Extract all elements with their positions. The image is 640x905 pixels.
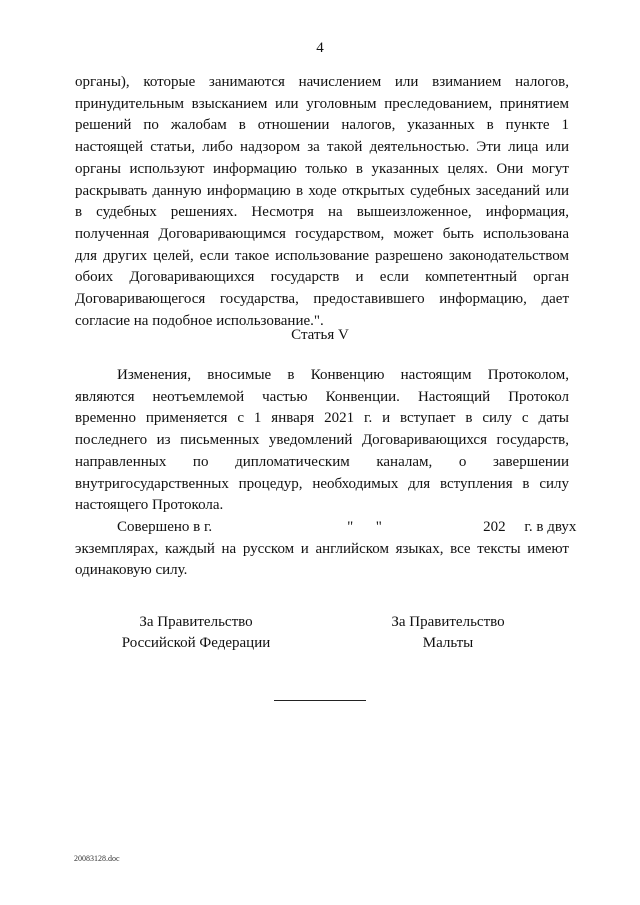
paragraph-continuation [75, 72, 569, 332]
closing-rule [274, 700, 366, 701]
text-line: внутригосударственных процедур, необходимых для вступления в силу [75, 475, 569, 492]
text-line: органы используют информацию только в указанных целях. Они могут [75, 160, 569, 177]
done-at-paragraph [75, 517, 577, 582]
footer-code: 20083128.doc [74, 854, 120, 863]
signature-party: Мальты [422, 635, 474, 651]
text-line: экземплярах, каждый на русском и английском языках, все тексты имеют [75, 540, 569, 557]
text-line: временно применяется с 1 января 2021 г. и вступает в силу с даты [75, 410, 569, 427]
text-line: для других целей, если такое использование разрешено законодательством [75, 247, 569, 264]
text-line: раскрывать данную информацию в ходе открытых судебных заседаний или [75, 182, 569, 199]
article-heading: Статья V [291, 327, 349, 343]
text-line: настоящей статьи, либо надзором за такой деятельностью. Эти лица или [75, 139, 569, 156]
text-line: последнего из письменных уведомлений Договаривающихся государств, [75, 432, 569, 449]
signature-label: За Правительство [139, 614, 253, 630]
signature-block-left [76, 612, 316, 654]
text-line: Договаривающегося государства, предоставившего информацию, дает [75, 291, 569, 308]
text-line: принудительным взысканием или уголовным преследованием, принятием [75, 95, 569, 112]
article-v-paragraph [75, 365, 569, 517]
signature-party: Российской Федерации [121, 635, 271, 651]
text-line: полученная Договаривающимся государством, может быть использована [75, 225, 569, 242]
text-line: одинаковую силу. [75, 562, 188, 579]
text-line: Совершено в г. " " 202 г. в двух [117, 519, 577, 535]
text-line: являются неотъемлемой частью Конвенции. Настоящий Протокол [75, 388, 569, 405]
page-number: 4 [316, 40, 324, 56]
text-line: согласие на подобное использование.". [75, 312, 324, 329]
text-line: Изменения, вносимые в Конвенцию настоящим Протоколом, [117, 367, 569, 383]
signature-block-right [328, 612, 568, 654]
text-line: настоящего Протокола. [75, 497, 224, 514]
text-line: органы), которые занимаются начислением или взиманием налогов, [75, 74, 569, 90]
text-line: решений по жалобам в отношении налогов, указанных в пункте 1 [75, 117, 569, 134]
text-line: в судебных решениях. Несмотря на вышеизложенное, информация, [75, 204, 569, 221]
text-line: направленных по дипломатическим каналам, о завершении [75, 453, 569, 470]
signature-label: За Правительство [391, 614, 505, 630]
text-line: обоих Договаривающихся государств и если компетентный орган [75, 269, 569, 286]
